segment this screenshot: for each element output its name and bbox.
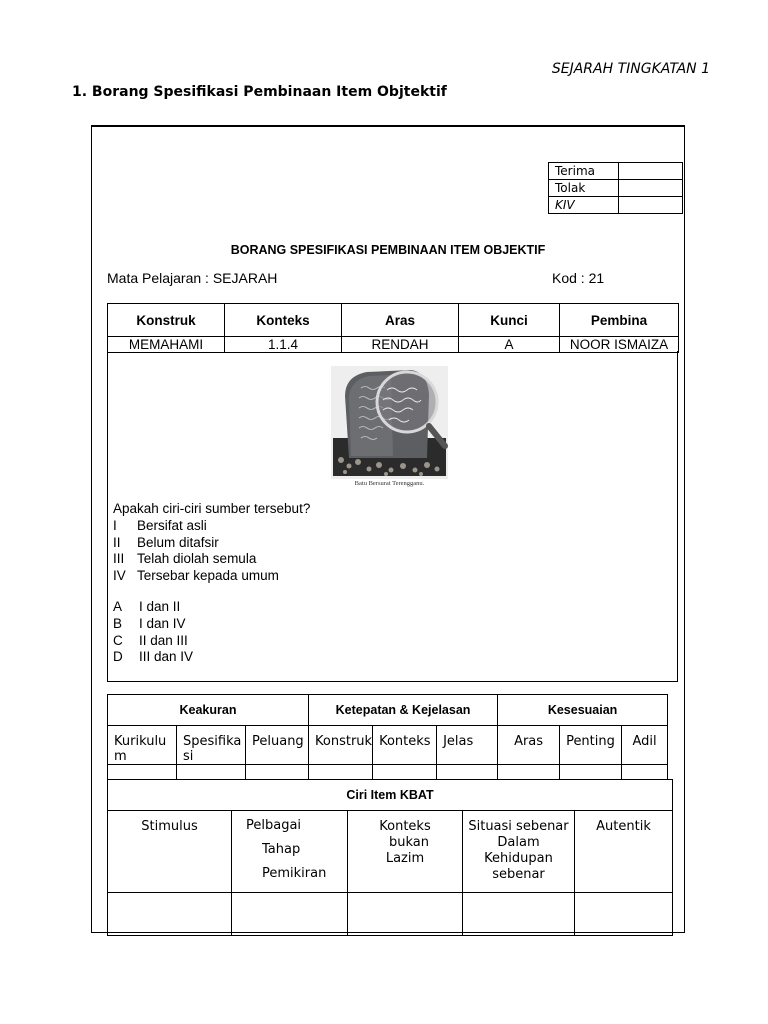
evaluation-criteria-row bbox=[108, 726, 668, 765]
kbat-pelbagai-line: Pelbagai bbox=[246, 818, 302, 833]
kbat-konteks-line: Konteks bbox=[379, 819, 431, 834]
mark-cell[interactable] bbox=[177, 765, 246, 780]
inscribed-stone-image bbox=[331, 366, 448, 479]
mark-cell[interactable] bbox=[373, 765, 437, 780]
statement-item bbox=[113, 551, 310, 568]
spec-value-pembina: NOOR ISMAIZA bbox=[560, 337, 679, 353]
spec-value-konteks: 1.1.4 bbox=[225, 337, 342, 353]
criteria-jelas: Jelas bbox=[437, 726, 498, 765]
criteria-spesifikasi: Spesifikasi bbox=[177, 726, 246, 765]
criteria-peluang: Peluang bbox=[246, 726, 309, 765]
kbat-autentik-text: Autentik bbox=[596, 819, 651, 834]
spec-value-aras: RENDAH bbox=[342, 337, 459, 353]
spec-header-aras: Aras bbox=[342, 304, 459, 337]
mark-cell[interactable] bbox=[309, 765, 373, 780]
image-caption: Batu Bersurat Terengganu. bbox=[354, 480, 425, 487]
kbat-bukan-line: bukan bbox=[389, 835, 429, 850]
group-kesesuaian: Kesesuaian bbox=[498, 695, 668, 726]
document-header: SEJARAH TINGKATAN 1 bbox=[551, 61, 710, 77]
mark-cell[interactable] bbox=[437, 765, 498, 780]
kbat-mark-cell[interactable] bbox=[108, 893, 232, 936]
kbat-stimulus-text: Stimulus bbox=[141, 819, 198, 834]
kbat-mark-row bbox=[108, 893, 673, 936]
status-tolak-box[interactable] bbox=[619, 180, 683, 197]
option-letter: C bbox=[113, 632, 123, 648]
kbat-situasi-line: Situasi sebenar bbox=[468, 819, 569, 834]
form-title: BORANG SPESIFIKASI PEMBINAAN ITEM OBJEKTIF bbox=[230, 243, 546, 257]
kbat-pemikiran-line: Pemikiran bbox=[262, 866, 327, 881]
statement-number: II bbox=[113, 534, 121, 550]
status-terima-label: Terima bbox=[549, 163, 619, 180]
answer-option bbox=[113, 599, 310, 616]
option-letter: A bbox=[113, 598, 123, 614]
spec-header-konstruk: Konstruk bbox=[108, 304, 225, 337]
criteria-konteks: Konteks bbox=[373, 726, 437, 765]
mark-cell[interactable] bbox=[246, 765, 309, 780]
group-keakuran: Keakuran bbox=[108, 695, 309, 726]
mark-cell[interactable] bbox=[622, 765, 668, 780]
kbat-kehidupan-line: Kehidupan bbox=[484, 851, 553, 866]
kbat-mark-cell[interactable] bbox=[232, 893, 348, 936]
mark-cell[interactable] bbox=[108, 765, 177, 780]
statement-text: Bersifat asli bbox=[137, 517, 207, 533]
option-text: I dan II bbox=[139, 598, 181, 614]
question-stem: Apakah ciri-ciri sumber tersebut? bbox=[113, 501, 311, 516]
statement-item bbox=[113, 518, 310, 535]
mark-cell[interactable] bbox=[498, 765, 560, 780]
group-ketepatan-kejelasan: Ketepatan & Kejelasan bbox=[309, 695, 498, 726]
answer-option bbox=[113, 633, 310, 650]
statement-number: I bbox=[113, 517, 117, 533]
evaluation-table bbox=[107, 694, 668, 780]
statement-number: IV bbox=[113, 568, 126, 584]
criteria-penting: Penting bbox=[560, 726, 622, 765]
statement-text: Belum ditafsir bbox=[137, 534, 219, 550]
spec-header-row bbox=[108, 304, 679, 337]
spec-header-kunci: Kunci bbox=[459, 304, 560, 337]
subject-field: Mata Pelajaran : SEJARAH bbox=[107, 270, 278, 286]
kbat-tahap-line: Tahap bbox=[262, 842, 301, 857]
mark-cell[interactable] bbox=[560, 765, 622, 780]
criteria-konstruk: Konstruk bbox=[309, 726, 373, 765]
answer-option bbox=[113, 649, 310, 666]
kbat-sebenar-line: sebenar bbox=[492, 867, 545, 882]
statement-number: III bbox=[113, 551, 125, 567]
spec-header-pembina: Pembina bbox=[560, 304, 679, 337]
status-kiv-label: KIV bbox=[549, 197, 619, 214]
kbat-mark-cell[interactable] bbox=[575, 893, 673, 936]
spec-table bbox=[107, 303, 679, 353]
status-terima-box[interactable] bbox=[619, 163, 683, 180]
spec-value-kunci: A bbox=[459, 337, 560, 353]
status-tolak-label: Tolak bbox=[549, 180, 619, 197]
option-letter: B bbox=[113, 615, 123, 631]
option-text: II dan III bbox=[139, 632, 188, 648]
section-title: 1. Borang Spesifikasi Pembinaan Item Objtektif bbox=[72, 84, 447, 100]
statement-item bbox=[113, 568, 310, 585]
kbat-lazim-line: Lazim bbox=[385, 851, 425, 866]
criteria-kurikulum: Kurikulum bbox=[108, 726, 177, 765]
evaluation-mark-row bbox=[108, 765, 668, 780]
kbat-konteks bbox=[348, 811, 463, 893]
code-field: Kod : 21 bbox=[552, 270, 605, 286]
kbat-autentik bbox=[575, 811, 673, 893]
question-content bbox=[113, 501, 310, 666]
kbat-dalam-line: Dalam bbox=[497, 835, 540, 850]
kbat-mark-cell[interactable] bbox=[463, 893, 575, 936]
kbat-situasi-sebenar bbox=[463, 811, 575, 893]
spec-header-konteks: Konteks bbox=[225, 304, 342, 337]
kbat-mark-cell[interactable] bbox=[348, 893, 463, 936]
kbat-stimulus bbox=[108, 811, 232, 893]
statement-item bbox=[113, 535, 310, 552]
kbat-criteria-row bbox=[108, 811, 673, 893]
kbat-pelbagai-tahap bbox=[232, 811, 348, 893]
answer-option bbox=[113, 616, 310, 633]
status-kiv-box[interactable] bbox=[619, 197, 683, 214]
statement-text: Telah diolah semula bbox=[137, 551, 257, 567]
option-text: III dan IV bbox=[139, 649, 194, 665]
kbat-title-row bbox=[108, 780, 673, 811]
option-letter: D bbox=[113, 649, 123, 665]
criteria-adil: Adil bbox=[622, 726, 668, 765]
kbat-table bbox=[107, 779, 673, 936]
kbat-title: Ciri Item KBAT bbox=[108, 780, 673, 811]
criteria-aras: Aras bbox=[498, 726, 560, 765]
statement-text: Tersebar kepada umum bbox=[137, 568, 279, 584]
option-text: I dan IV bbox=[139, 615, 186, 631]
spec-value-konstruk: MEMAHAMI bbox=[108, 337, 225, 353]
status-box bbox=[548, 162, 683, 214]
evaluation-group-row bbox=[108, 695, 668, 726]
